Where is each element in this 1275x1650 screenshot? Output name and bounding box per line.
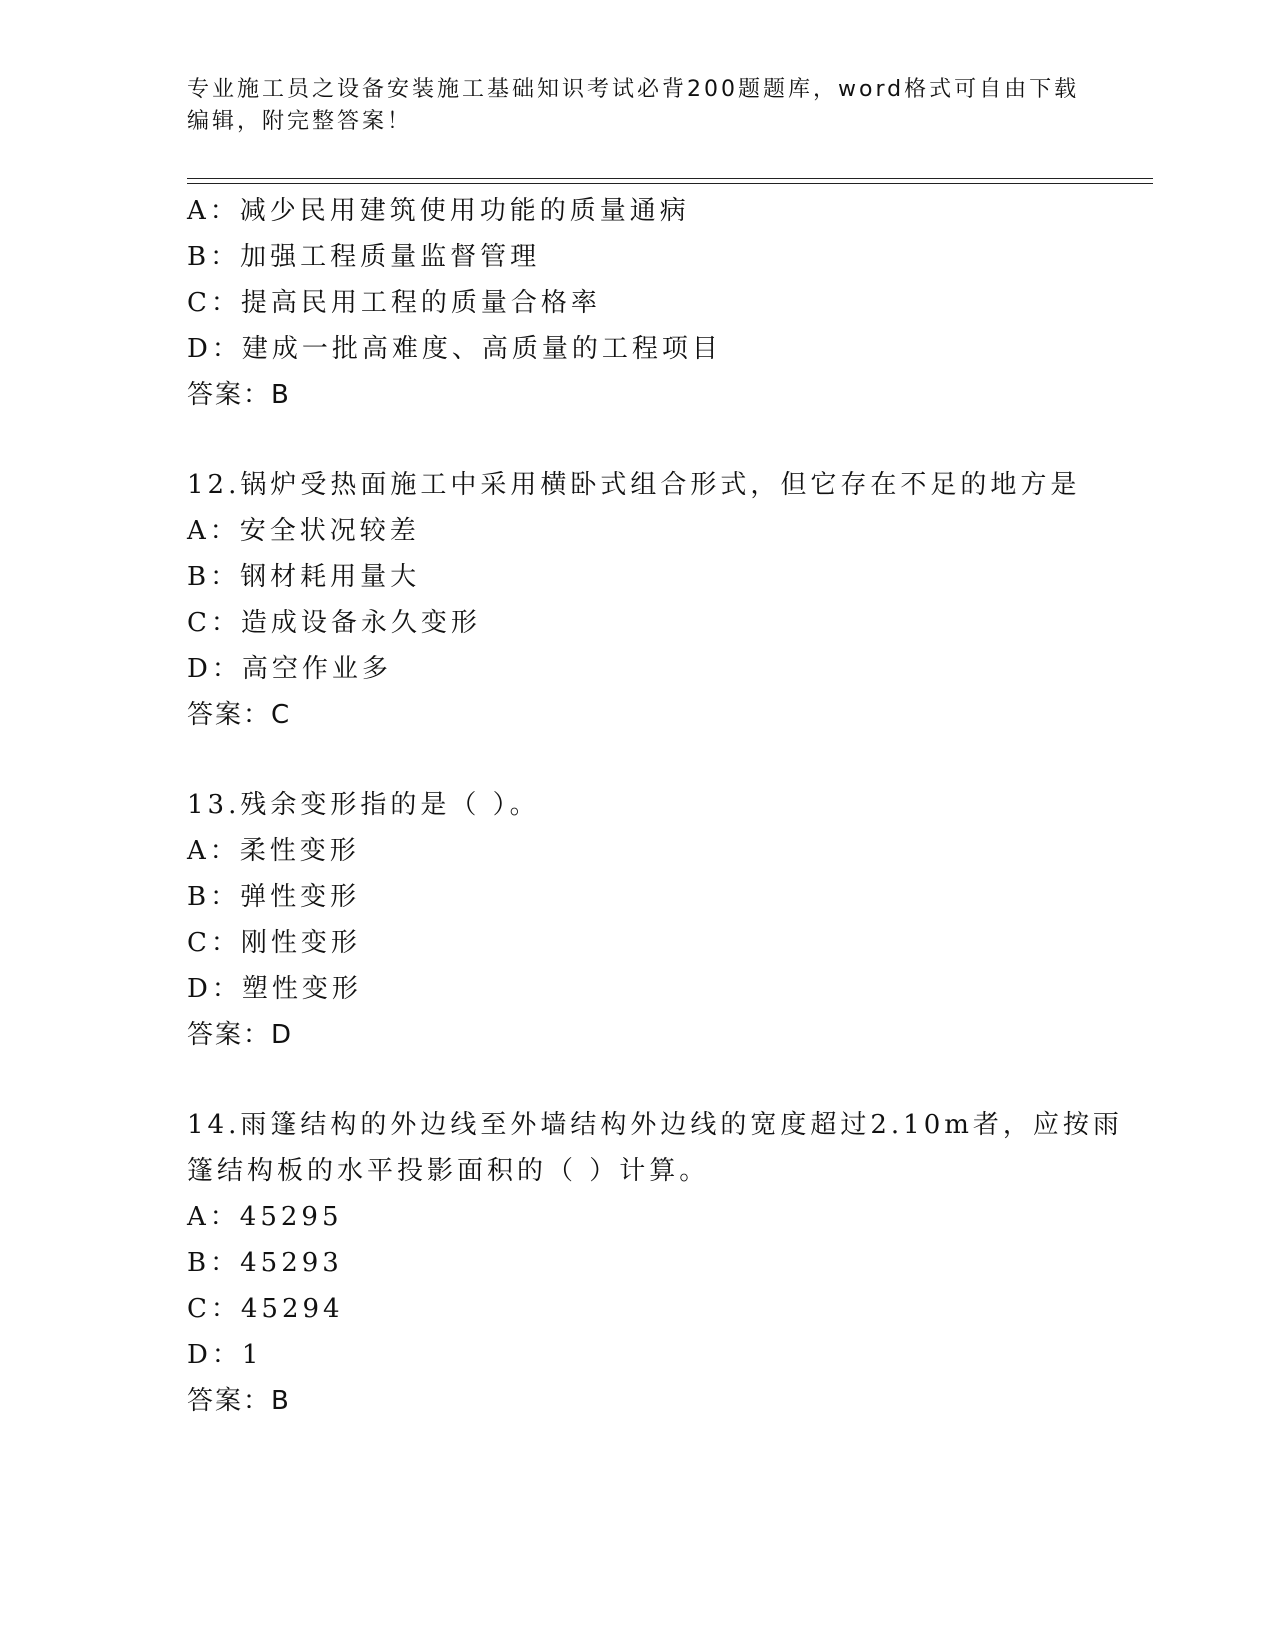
question-13: [187, 782, 1127, 1058]
question-11: [187, 188, 1127, 418]
question-stem: 13.残余变形指的是（ ）。: [187, 790, 540, 820]
option-b: B：弹性变形: [187, 882, 361, 912]
option-c: C：提高民用工程的质量合格率: [187, 288, 601, 318]
option-c: C：造成设备永久变形: [187, 608, 481, 638]
question-14: [187, 1102, 1127, 1424]
option-d: D：高空作业多: [187, 654, 392, 684]
question-stem: 14.雨篷结构的外边线至外墙结构外边线的宽度超过2.10m者，应按雨篷结构板的水平投影面积的（ ）计算。: [187, 1110, 1123, 1186]
option-b: B：45293: [187, 1248, 343, 1278]
answer: 答案：D: [187, 1020, 294, 1050]
document-header: 专业施工员之设备安装施工基础知识考试必背200题题库，word格式可自由下载编辑，附完整答案！: [187, 77, 1080, 134]
option-a: A：45295: [187, 1202, 343, 1232]
option-c: C：刚性变形: [187, 928, 361, 958]
question-12: [187, 462, 1127, 738]
option-b: B：加强工程质量监督管理: [187, 242, 541, 272]
answer: 答案：B: [187, 1386, 291, 1416]
option-d: D：建成一批高难度、高质量的工程项目: [187, 334, 722, 364]
spacer: [187, 418, 1127, 462]
header-divider-bottom: [187, 183, 1153, 184]
option-c: C：45294: [187, 1294, 344, 1324]
question-list: [187, 188, 1127, 1424]
spacer: [187, 1058, 1127, 1102]
option-d: D：塑性变形: [187, 974, 362, 1004]
option-b: B：钢材耗用量大: [187, 562, 421, 592]
answer: 答案：C: [187, 700, 292, 730]
option-d: D：1: [187, 1340, 263, 1370]
option-a: A：减少民用建筑使用功能的质量通病: [187, 196, 690, 226]
spacer: [187, 738, 1127, 782]
option-a: A：柔性变形: [187, 836, 360, 866]
option-a: A：安全状况较差: [187, 516, 420, 546]
answer: 答案：B: [187, 380, 291, 410]
header-divider-top: [187, 178, 1153, 179]
question-stem: 12.锅炉受热面施工中采用横卧式组合形式，但它存在不足的地方是: [187, 470, 1081, 500]
